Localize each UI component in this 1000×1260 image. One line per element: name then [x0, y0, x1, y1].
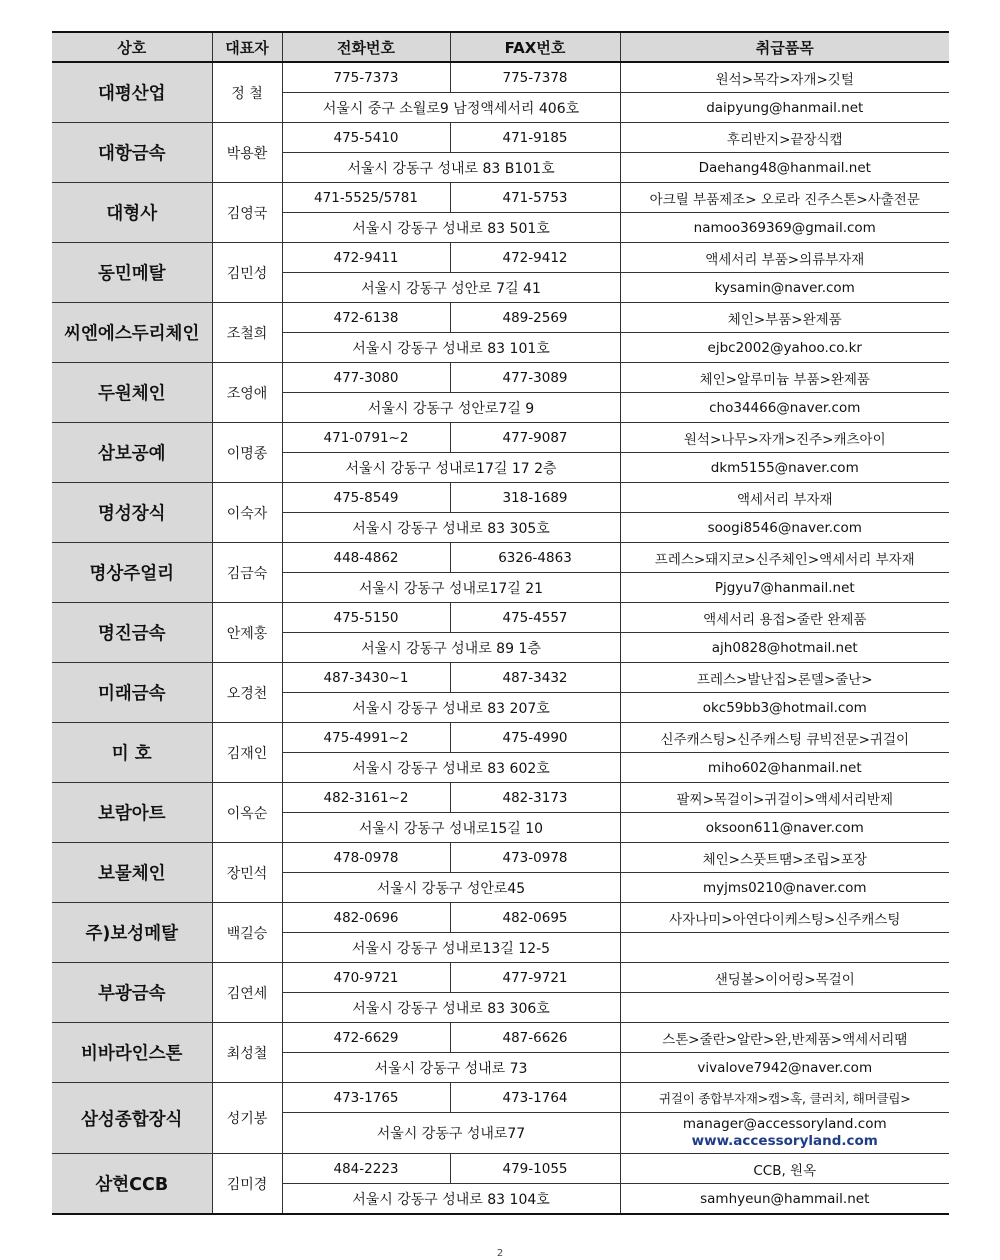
- fax-number: 477-9721: [450, 963, 620, 993]
- email-address[interactable]: namoo369369@gmail.com: [620, 213, 949, 243]
- product-items: 아크릴 부품제조> 오로라 진주스톤>사출전문: [620, 183, 949, 213]
- representative-name: 이옥순: [212, 783, 282, 843]
- phone-number: 470-9721: [282, 963, 450, 993]
- product-items: CCB, 원옥: [620, 1154, 949, 1184]
- email-address: [620, 993, 949, 1023]
- header-company: 상호: [52, 32, 212, 62]
- fax-number: 6326-4863: [450, 543, 620, 573]
- company-name: 대형사: [52, 183, 212, 243]
- address: 서울시 강동구 성내로13길 12-5: [282, 933, 620, 963]
- email-address[interactable]: Pjgyu7@hanmail.net: [620, 573, 949, 603]
- table-row: [52, 423, 949, 453]
- table-row: [52, 843, 949, 873]
- representative-name: 김영국: [212, 183, 282, 243]
- table-row: [52, 1023, 949, 1053]
- address: 서울시 강동구 성내로77: [282, 1113, 620, 1154]
- representative-name: 성기봉: [212, 1083, 282, 1154]
- phone-number: 472-9411: [282, 243, 450, 273]
- company-name: 삼보공예: [52, 423, 212, 483]
- representative-name: 이명종: [212, 423, 282, 483]
- fax-number: 482-0695: [450, 903, 620, 933]
- company-name: 명성장식: [52, 483, 212, 543]
- email-address[interactable]: vivalove7942@naver.com: [620, 1053, 949, 1083]
- company-name: 삼현CCB: [52, 1154, 212, 1215]
- phone-number: 471-5525/5781: [282, 183, 450, 213]
- phone-number: 448-4862: [282, 543, 450, 573]
- phone-number: 775-7373: [282, 62, 450, 93]
- phone-number: 487-3430~1: [282, 663, 450, 693]
- address: 서울시 강동구 성내로 83 B101호: [282, 153, 620, 183]
- product-items: 체인>스풋트땜>조립>포장: [620, 843, 949, 873]
- company-name: 두원체인: [52, 363, 212, 423]
- company-name: 보람아트: [52, 783, 212, 843]
- company-name: 명상주얼리: [52, 543, 212, 603]
- address: 서울시 강동구 성내로 83 501호: [282, 213, 620, 243]
- representative-name: 최성철: [212, 1023, 282, 1083]
- table-body: [52, 62, 949, 1214]
- representative-name: 조철희: [212, 303, 282, 363]
- address: 서울시 강동구 성내로 83 101호: [282, 333, 620, 363]
- phone-number: 482-3161~2: [282, 783, 450, 813]
- email-address[interactable]: dkm5155@naver.com: [620, 453, 949, 483]
- product-items: 프레스>돼지코>신주체인>액세서리 부자재: [620, 543, 949, 573]
- phone-number: 473-1765: [282, 1083, 450, 1113]
- phone-number: 484-2223: [282, 1154, 450, 1184]
- address: 서울시 중구 소월로9 남정액세서리 406호: [282, 93, 620, 123]
- table-row: [52, 1154, 949, 1184]
- representative-name: 정 철: [212, 62, 282, 123]
- company-name: 동민메탈: [52, 243, 212, 303]
- email-address[interactable]: kysamin@naver.com: [620, 273, 949, 303]
- fax-number: 489-2569: [450, 303, 620, 333]
- address: 서울시 강동구 성내로 83 207호: [282, 693, 620, 723]
- phone-number: 475-8549: [282, 483, 450, 513]
- table-row: [52, 783, 949, 813]
- phone-number: 472-6629: [282, 1023, 450, 1053]
- address: 서울시 강동구 성안로7길 9: [282, 393, 620, 423]
- phone-number: 477-3080: [282, 363, 450, 393]
- product-items: 액세서리 부품>의류부자재: [620, 243, 949, 273]
- header-fax: FAX번호: [450, 32, 620, 62]
- representative-name: 김재인: [212, 723, 282, 783]
- email-address: [620, 933, 949, 963]
- representative-name: 김미경: [212, 1154, 282, 1215]
- address: 서울시 강동구 성내로 83 104호: [282, 1184, 620, 1215]
- email-address[interactable]: oksoon611@naver.com: [620, 813, 949, 843]
- product-items: 후리반지>끝장식캡: [620, 123, 949, 153]
- address: 서울시 강동구 성안로45: [282, 873, 620, 903]
- phone-number: 475-5410: [282, 123, 450, 153]
- company-name: 비바라인스톤: [52, 1023, 212, 1083]
- table-row: [52, 603, 949, 633]
- email-address[interactable]: cho34466@naver.com: [620, 393, 949, 423]
- product-items: 사자나미>아연다이케스팅>신주캐스팅: [620, 903, 949, 933]
- product-items: 체인>알루미늄 부품>완제품: [620, 363, 949, 393]
- table-header-row: [52, 32, 949, 62]
- product-items: 액세서리 부자재: [620, 483, 949, 513]
- address: 서울시 강동구 성내로 83 306호: [282, 993, 620, 1023]
- fax-number: 473-0978: [450, 843, 620, 873]
- address: 서울시 강동구 성내로 83 305호: [282, 513, 620, 543]
- company-name: 부광금속: [52, 963, 212, 1023]
- website-link[interactable]: www.accessoryland.com: [691, 1133, 878, 1149]
- table-row: [52, 243, 949, 273]
- fax-number: 482-3173: [450, 783, 620, 813]
- phone-number: 471-0791~2: [282, 423, 450, 453]
- table-row: [52, 903, 949, 933]
- address: 서울시 강동구 성내로15길 10: [282, 813, 620, 843]
- fax-number: 471-5753: [450, 183, 620, 213]
- table-row: [52, 663, 949, 693]
- product-items: 액세서리 용접>줄란 완제품: [620, 603, 949, 633]
- product-items: 프레스>발난집>론델>줄난>: [620, 663, 949, 693]
- representative-name: 조영애: [212, 363, 282, 423]
- address: 서울시 강동구 성내로17길 21: [282, 573, 620, 603]
- fax-number: 471-9185: [450, 123, 620, 153]
- fax-number: 475-4990: [450, 723, 620, 753]
- fax-number: 477-9087: [450, 423, 620, 453]
- header-items: 취급품목: [620, 32, 949, 62]
- phone-number: 472-6138: [282, 303, 450, 333]
- company-name: 삼성종합장식: [52, 1083, 212, 1154]
- address: 서울시 강동구 성내로 83 602호: [282, 753, 620, 783]
- email-address[interactable]: soogi8546@naver.com: [620, 513, 949, 543]
- address: 서울시 강동구 성안로 7길 41: [282, 273, 620, 303]
- representative-name: 안제홍: [212, 603, 282, 663]
- representative-name: 이숙자: [212, 483, 282, 543]
- fax-number: 775-7378: [450, 62, 620, 93]
- fax-number: 479-1055: [450, 1154, 620, 1184]
- product-items: 원석>나무>자개>진주>캐츠아이: [620, 423, 949, 453]
- fax-number: 473-1764: [450, 1083, 620, 1113]
- representative-name: 박용환: [212, 123, 282, 183]
- representative-name: 백길승: [212, 903, 282, 963]
- product-items: 체인>부품>완제품: [620, 303, 949, 333]
- company-directory-table: [52, 31, 949, 1215]
- email-address[interactable]: Daehang48@hanmail.net: [620, 153, 949, 183]
- representative-name: 김민성: [212, 243, 282, 303]
- fax-number: 318-1689: [450, 483, 620, 513]
- email-address[interactable]: okc59bb3@hotmail.com: [620, 693, 949, 723]
- table-row: [52, 723, 949, 753]
- email-address[interactable]: ajh0828@hotmail.net: [620, 633, 949, 663]
- table-row: [52, 1083, 949, 1113]
- address: 서울시 강동구 성내로17길 17 2층: [282, 453, 620, 483]
- phone-number: 482-0696: [282, 903, 450, 933]
- address: 서울시 강동구 성내로 89 1층: [282, 633, 620, 663]
- company-name: 미래금속: [52, 663, 212, 723]
- fax-number: 487-3432: [450, 663, 620, 693]
- email-address[interactable]: ejbc2002@yahoo.co.kr: [620, 333, 949, 363]
- company-name: 주)보성메탈: [52, 903, 212, 963]
- table-row: [52, 483, 949, 513]
- table-row: [52, 363, 949, 393]
- email-address[interactable]: samhyeun@hammail.net: [620, 1184, 949, 1215]
- product-items: 원석>목각>자개>깃털: [620, 62, 949, 93]
- phone-number: 475-5150: [282, 603, 450, 633]
- table-row: [52, 303, 949, 333]
- table-row: [52, 963, 949, 993]
- header-phone: 전화번호: [282, 32, 450, 62]
- email-address[interactable]: daipyung@hanmail.net: [620, 93, 949, 123]
- phone-number: 478-0978: [282, 843, 450, 873]
- email-address[interactable]: myjms0210@naver.com: [620, 873, 949, 903]
- product-items: 샌딩볼>이어링>목걸이: [620, 963, 949, 993]
- product-items: 귀걸이 종합부자재>캡>혹, 클러치, 해머클립>: [620, 1083, 949, 1113]
- company-name: 대평산업: [52, 62, 212, 123]
- page-number: 2: [496, 1248, 504, 1259]
- fax-number: 472-9412: [450, 243, 620, 273]
- header-representative: 대표자: [212, 32, 282, 62]
- company-name: 대항금속: [52, 123, 212, 183]
- company-name: 보물체인: [52, 843, 212, 903]
- representative-name: 김금숙: [212, 543, 282, 603]
- phone-number: 475-4991~2: [282, 723, 450, 753]
- fax-number: 487-6626: [450, 1023, 620, 1053]
- representative-name: 장민석: [212, 843, 282, 903]
- email-address[interactable]: miho602@hanmail.net: [620, 753, 949, 783]
- table-row: [52, 543, 949, 573]
- fax-number: 475-4557: [450, 603, 620, 633]
- table-row: [52, 62, 949, 93]
- product-items: 신주캐스팅>신주캐스팅 큐빅전문>귀걸이: [620, 723, 949, 753]
- email-address[interactable]: manager@accessoryland.com: [682, 1116, 887, 1132]
- contact-cell: [620, 1113, 949, 1154]
- company-name: 명진금속: [52, 603, 212, 663]
- table-row: [52, 183, 949, 213]
- fax-number: 477-3089: [450, 363, 620, 393]
- product-items: 팔찌>목걸이>귀걸이>액세서리반제: [620, 783, 949, 813]
- representative-name: 김연세: [212, 963, 282, 1023]
- table-row: [52, 123, 949, 153]
- product-items: 스톤>줄란>알란>완,반제품>액세서리땜: [620, 1023, 949, 1053]
- company-name: 씨엔에스두리체인: [52, 303, 212, 363]
- address: 서울시 강동구 성내로 73: [282, 1053, 620, 1083]
- company-name: 미 호: [52, 723, 212, 783]
- representative-name: 오경천: [212, 663, 282, 723]
